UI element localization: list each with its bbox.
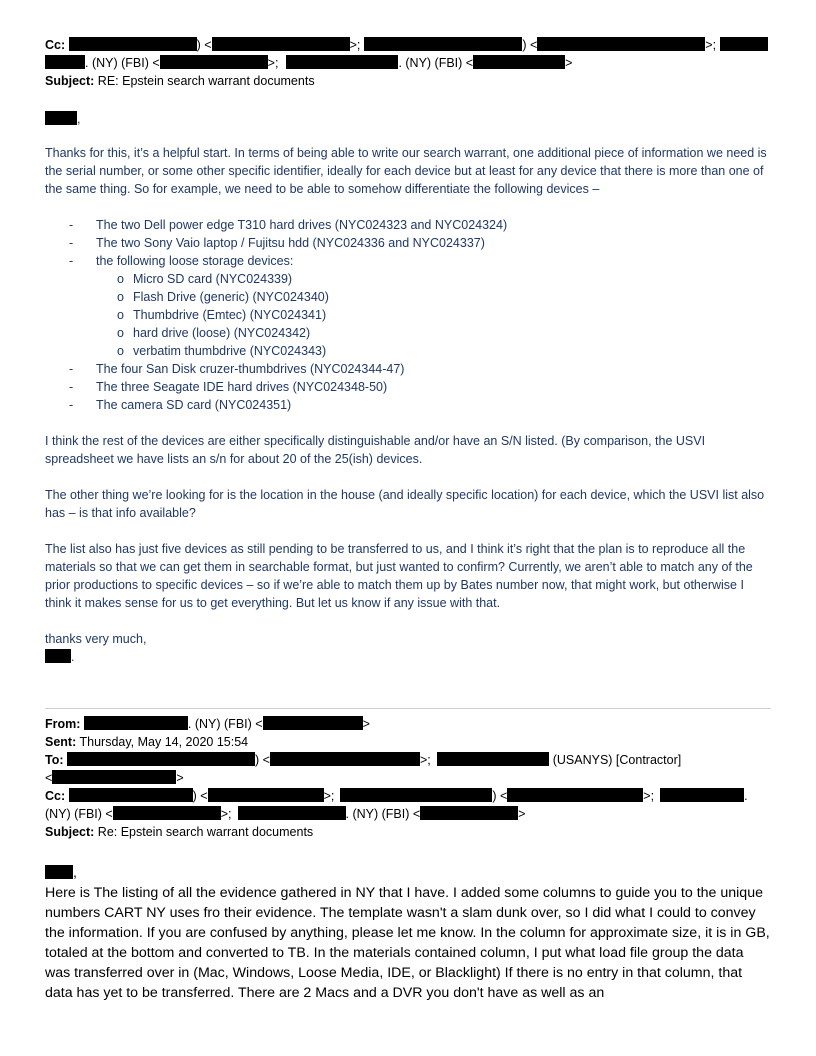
redaction-block — [364, 37, 522, 51]
cc-label: Cc: — [45, 38, 66, 52]
greeting — [45, 110, 771, 128]
from-label: From: — [45, 717, 81, 731]
sublist-item: o Thumbdrive (Emtec) (NYC024341) — [117, 308, 327, 322]
cc-text: >; — [705, 38, 717, 52]
email2-body — [45, 863, 771, 1003]
redaction-block — [420, 806, 518, 820]
paragraph-2: I think the rest of the devices are either specifically distinguishable and/or have an S/N listed. (By comparison, the USVI spreadsheet we have lists an s/n for about 20 of the 25(ish) devices. — [45, 434, 706, 466]
redaction-block — [52, 770, 176, 784]
sublist-item: o Micro SD card (NYC024339) — [117, 272, 293, 286]
sent-value: Thursday, May 14, 2020 15:54 — [79, 735, 249, 749]
body-paragraph: Here is The listing of all the evidence gathered in NY that I have. I added some columns to guide you to the unique numbers CART NY uses fro their evidence. The template wasn't a slam dunk over, so I did what I could to convey the information. If you are confused by anything, please let me know. In the column for approximate size, it is in GB, totaled at the bottom and converted to TB. In the materials contained column, I put what load file group the data was transferred over in (Mac, Windows, Loose Media, IDE, or Blacklight) If there is no entry in that column, that data has yet to be transferred. There are 2 Macs and a DVR you don't have as well as an — [45, 885, 770, 1001]
list-item: - The camera SD card (NYC024351) — [69, 398, 292, 412]
device-list — [45, 216, 771, 270]
redaction-block — [84, 716, 188, 730]
sublist-item: o verbatim thumbdrive (NYC024343) — [117, 344, 327, 358]
subject-label: Subject: — [45, 825, 95, 839]
redaction-block — [67, 752, 255, 766]
redaction-block — [720, 37, 768, 51]
subject-label: Subject: — [45, 74, 95, 88]
cc-text: > — [565, 56, 573, 70]
redaction-block — [160, 55, 268, 69]
redaction-block — [270, 752, 420, 766]
subject-value: RE: Epstein search warrant documents — [97, 74, 315, 88]
sublist-item: o hard drive (loose) (NYC024342) — [117, 326, 311, 340]
redaction-block — [69, 788, 193, 802]
sublist-item: o Flash Drive (generic) (NYC024340) — [117, 290, 329, 304]
email2-to-line1: To: ) < >; (USANYS) [Contractor] — [45, 753, 682, 767]
greeting-comma: , — [77, 112, 81, 126]
list-item: - The two Sony Vaio laptop / Fujitsu hdd (NYC024336 and NYC024337) — [69, 236, 485, 250]
email2-cc-line2: (NY) (FBI) < >; . (NY) (FBI) < > — [45, 807, 526, 821]
redaction-block — [437, 752, 549, 766]
email1-body — [45, 110, 771, 666]
cc-label: Cc: — [45, 789, 66, 803]
to-label: To: — [45, 753, 64, 767]
redaction-block — [340, 788, 492, 802]
email1-subject-line — [45, 72, 771, 90]
redaction-block — [263, 716, 363, 730]
redaction-block — [286, 55, 398, 69]
redaction-block — [660, 788, 744, 802]
list-item: - The three Seagate IDE hard drives (NYC024348-50) — [69, 380, 388, 394]
cc-text: . (NY) (FBI) < — [85, 56, 160, 70]
redaction-block — [45, 111, 77, 125]
redaction-block — [45, 55, 85, 69]
sent-label: Sent: — [45, 735, 77, 749]
email1-cc-line1 — [45, 36, 771, 54]
redaction-block — [537, 37, 705, 51]
subject-value: Re: Epstein search warrant documents — [97, 825, 314, 839]
email1-cc-line2 — [45, 54, 771, 72]
redaction-block — [208, 788, 324, 802]
redaction-block — [113, 806, 221, 820]
list-item: - the following loose storage devices: — [69, 254, 294, 268]
cc-text: >; — [349, 38, 361, 52]
cc-text: ) < — [522, 38, 538, 52]
email2-cc-line1: Cc: ) < >; ) < >; . — [45, 789, 748, 803]
email2-subject-line — [45, 823, 771, 841]
list-item: - The four San Disk cruzer-thumbdrives (NYC024344-47) — [69, 362, 405, 376]
closing: thanks very much, — [45, 632, 147, 646]
loose-device-sublist — [45, 270, 771, 360]
redaction-block — [507, 788, 643, 802]
device-list-continued — [45, 360, 771, 414]
redaction-block — [69, 37, 197, 51]
email2-from-line: From: . (NY) (FBI) < > — [45, 717, 370, 731]
list-item: - The two Dell power edge T310 hard drives (NYC024323 and NYC024324) — [69, 218, 508, 232]
paragraph-4: The list also has just five devices as still pending to be transferred to us, and I think it’s right that the plan is to reproduce all the materials so that we can get them in searchable format, but just wanted to confirm? Currently, we aren’t able to match any of the prior productions to specific devices – so if we’re able to match them up by Bates number now, that might work, but otherwise I think it makes sense for us to get everything. But let us know if any issue with that. — [45, 542, 753, 610]
paragraph-1: Thanks for this, it’s a helpful start. In terms of being able to write our search warrant, one additional piece of information we need is the serial number, or some other specific identifier, ideally for each device but at least for any device that there is more than one of the same thing. So for example, we need to be able to somehow differentiate the following devices – — [45, 146, 767, 196]
redaction-block — [45, 865, 73, 879]
redaction-block — [238, 806, 346, 820]
cc-text: >; — [267, 56, 279, 70]
email2-to-line2: < > — [45, 771, 184, 785]
greeting: , — [45, 863, 771, 883]
cc-text: ) < — [196, 38, 212, 52]
paragraph-3: The other thing we’re looking for is the location in the house (and ideally specific location) for each device, which the USVI list also has – is that info available? — [45, 488, 765, 520]
redaction-block — [473, 55, 565, 69]
email2-sent-line — [45, 733, 771, 751]
redaction-block — [45, 649, 71, 663]
cc-text: . (NY) (FBI) < — [398, 56, 474, 70]
email-document — [45, 36, 771, 1003]
redaction-block — [212, 37, 350, 51]
signature: . — [45, 648, 771, 666]
